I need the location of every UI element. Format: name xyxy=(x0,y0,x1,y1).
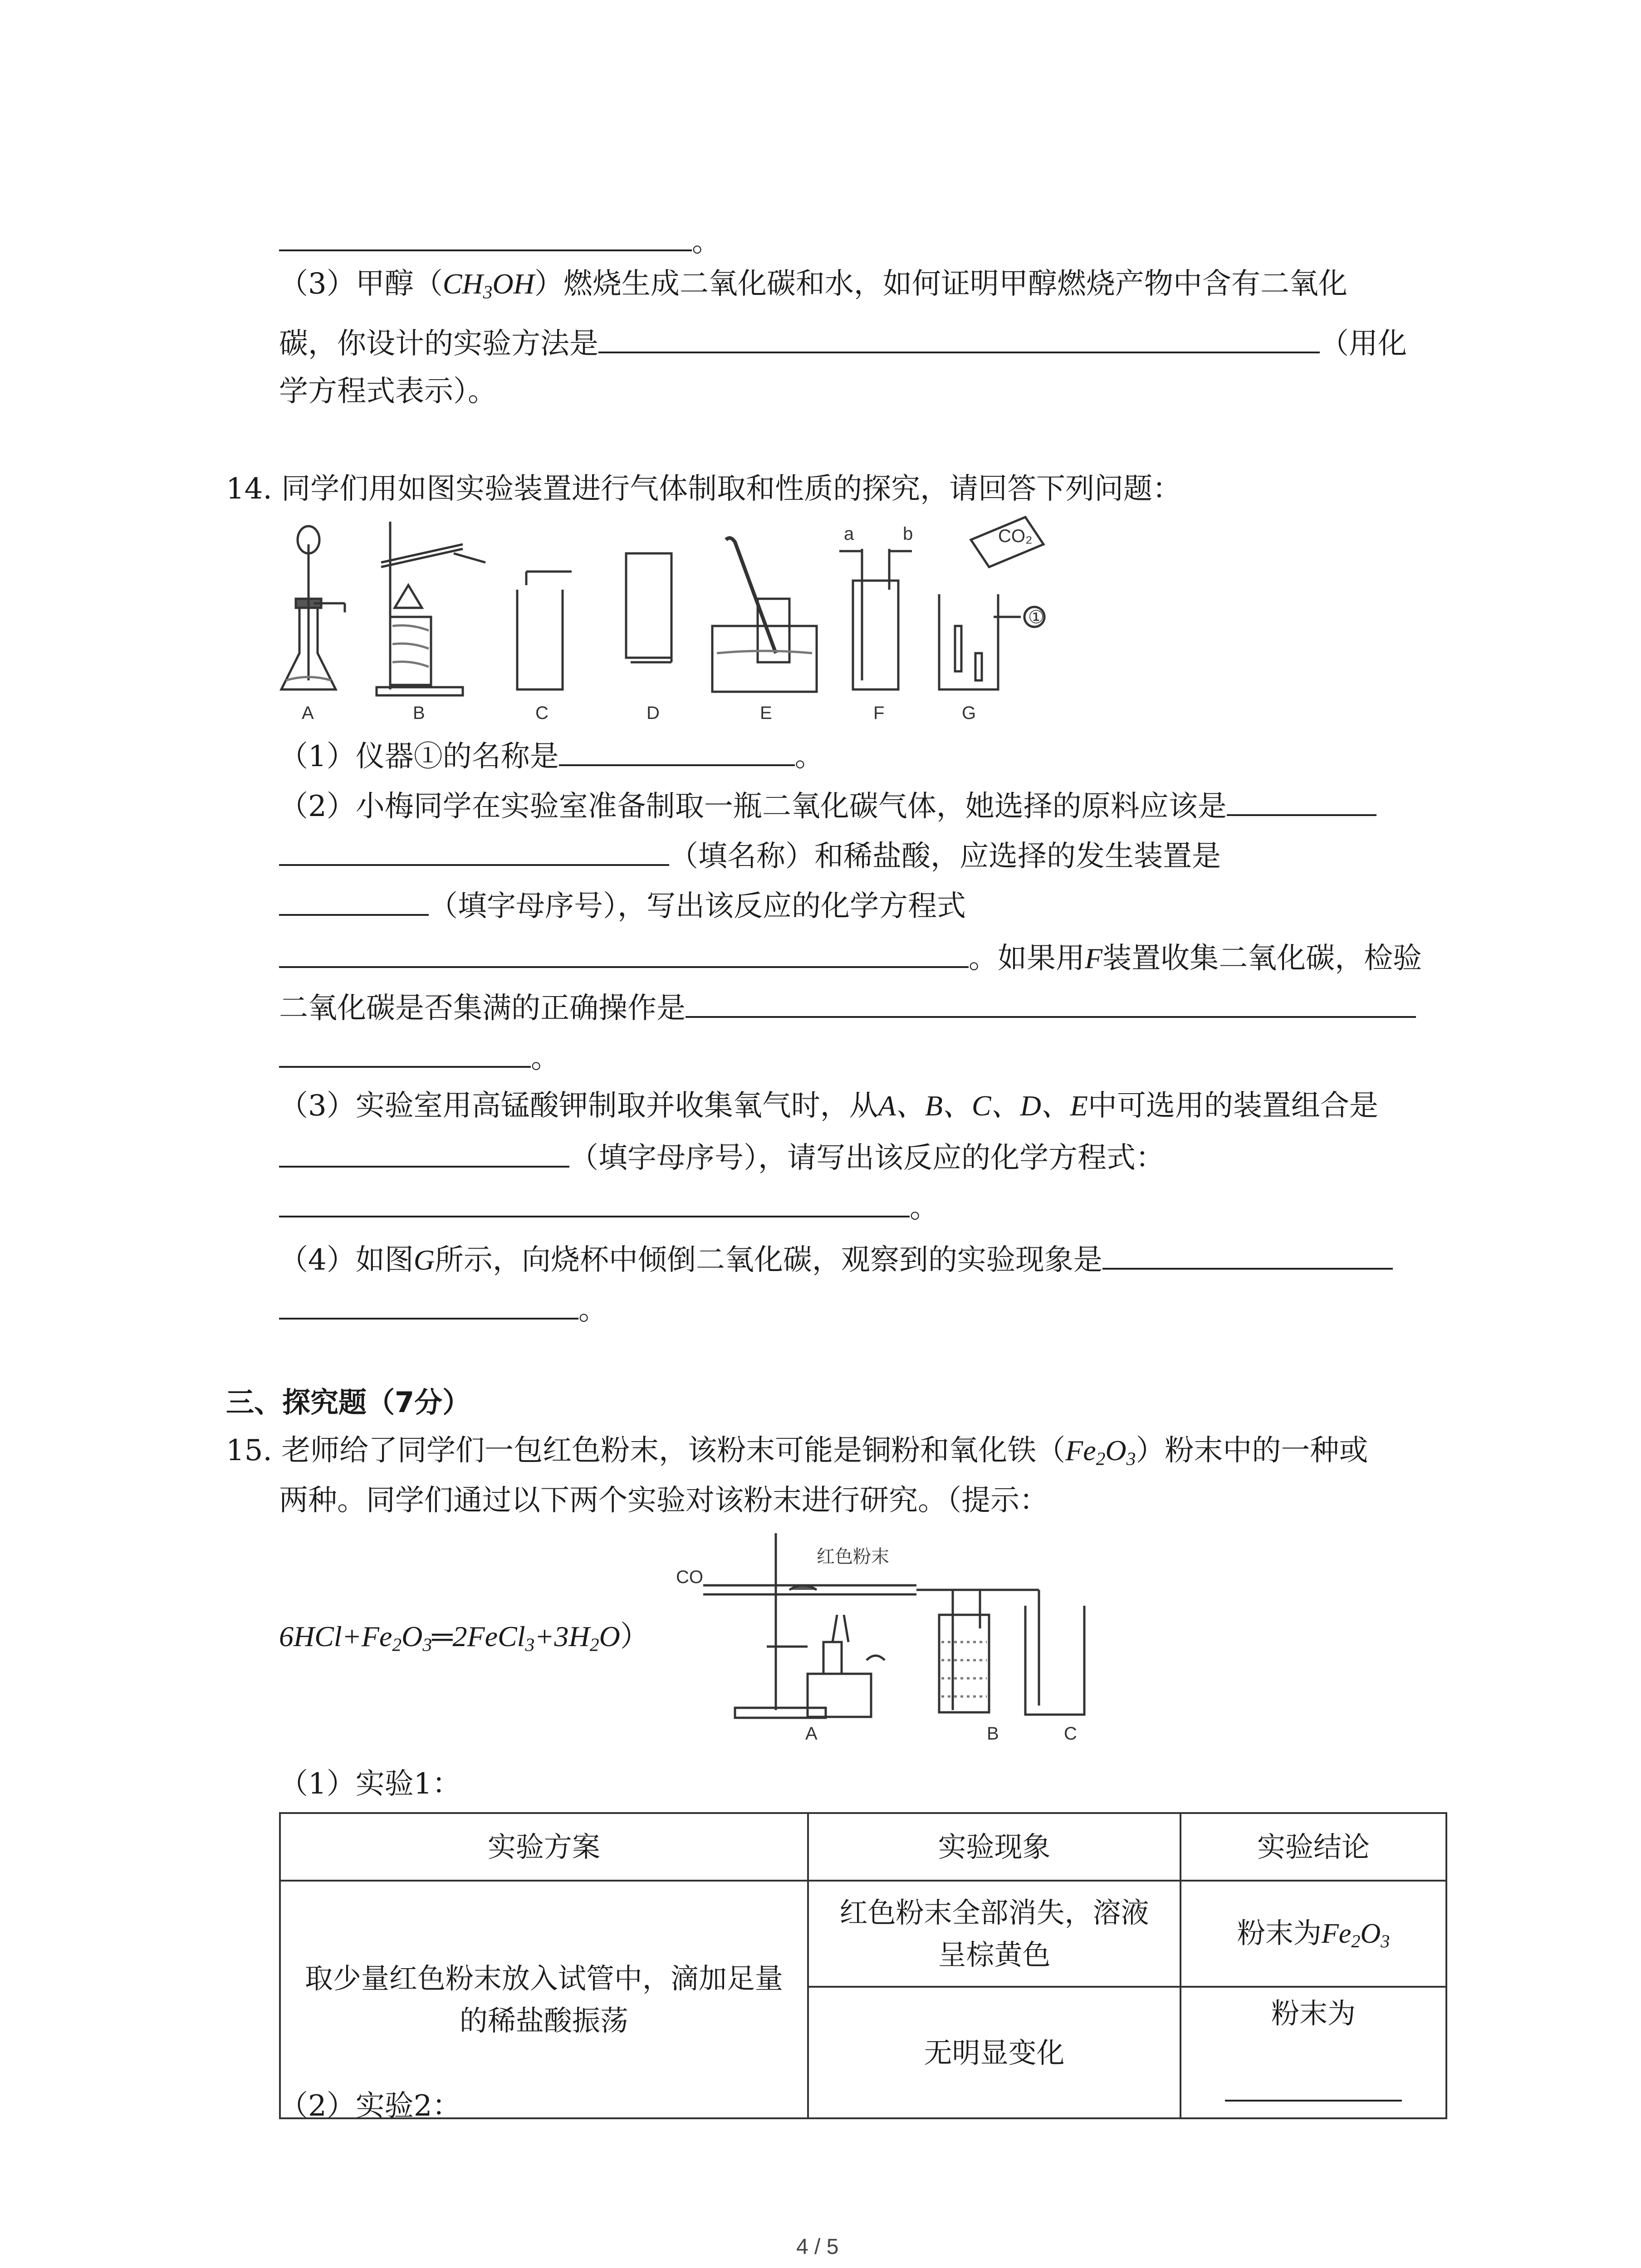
fig-label-A: A xyxy=(805,1724,818,1744)
q13-part3-line2: 碳，你设计的实验方法是 （用化 xyxy=(279,324,1407,362)
fig-label-co: CO xyxy=(676,1567,703,1587)
q14-part2-line5: 二氧化碳是否集满的正确操作是 xyxy=(279,989,1416,1026)
table-cell-observation: 红色粉末全部消失，溶液呈棕黄色 xyxy=(808,1881,1181,1987)
q13-part3-line1: （3）甲醇$(CH_3OH)$燃烧生成二氧化碳和水，如何证明甲醇燃烧产物中含有二氧化 xyxy=(279,267,1347,303)
q15-experiment-table xyxy=(279,1812,1447,2119)
table-cell-conclusion: 粉末为$Fe_2O_3$ xyxy=(1181,1881,1446,1987)
apparatus-f-bottle xyxy=(839,549,912,689)
answer-blank[interactable] xyxy=(1227,787,1376,816)
q14-part3-line1: （3）实验室用高锰酸钾制取并收集氧气时，从A、B、C、D、E中可选用的装置组合是 xyxy=(279,1089,1378,1123)
apparatus-b-heating xyxy=(377,522,485,695)
formula-fe2o3: $Fe_2O_3$ xyxy=(1065,1434,1136,1469)
q15-stem-line1: 15. 老师给了同学们一包红色粉末，该粉末可能是铜粉和氧化铁$(Fe_2O_3)$粉末中的一种或 xyxy=(226,1434,1368,1469)
fig-label-G: G xyxy=(962,703,976,723)
answer-blank[interactable] xyxy=(279,222,692,251)
fig-label-B: B xyxy=(413,703,425,723)
fig-label-circle1: ① xyxy=(1028,607,1044,627)
q14-part3-line2: （填字母序号），请写出该反应的化学方程式： xyxy=(279,1139,1165,1176)
q15-stem-line2: 两种。同学们通过以下两个实验对该粉末进行研究。（提示： xyxy=(279,1484,1048,1517)
answer-blank[interactable] xyxy=(279,1039,531,1068)
fig-label-A: A xyxy=(302,703,314,723)
table-header-row xyxy=(280,1813,1446,1881)
answer-blank[interactable] xyxy=(1102,1241,1393,1270)
answer-blank[interactable] xyxy=(559,737,795,766)
answer-blank[interactable] xyxy=(598,324,1320,353)
q14-stem: 14. 同学们用如图实验装置进行气体制取和性质的探究，请回答下列问题： xyxy=(226,472,1182,506)
fig-label-D: D xyxy=(647,703,660,723)
fig-label-C: C xyxy=(535,703,549,723)
table-cell-conclusion: 粉末为 xyxy=(1181,1987,1446,2118)
formula-ch3oh: $CH_3OH$ xyxy=(442,268,534,303)
fig-label-E: E xyxy=(760,703,772,723)
q14-apparatus-figure xyxy=(272,517,1134,730)
fig-label-co2: CO₂ xyxy=(998,526,1033,546)
q14-part2-line2: （填名称）和稀盐酸，应选择的发生装置是 xyxy=(279,837,1221,874)
apparatus-a-flask xyxy=(281,526,345,689)
answer-blank[interactable] xyxy=(279,837,669,866)
table-cell-observation: 无明显变化 xyxy=(808,1987,1181,2118)
answer-blank[interactable] xyxy=(686,989,1416,1018)
q15-exp1-label: （1）实验1： xyxy=(279,1767,461,1801)
fig-label-C: C xyxy=(1064,1724,1077,1744)
q14-part2-line4: 。如果用F装置收集二氧化碳，检验 xyxy=(279,939,1422,976)
q14-part4-line2: 。 xyxy=(279,1290,607,1328)
fig-label-B: B xyxy=(987,1724,999,1744)
page-number: 4 / 5 xyxy=(796,2235,839,2259)
answer-blank[interactable] xyxy=(279,1290,578,1320)
q15-apparatus-figure xyxy=(662,1524,1143,1744)
table-row xyxy=(280,1881,1446,1987)
table-header-cell: 实验现象 xyxy=(808,1813,1181,1881)
fig-label-powder: 红色粉末 xyxy=(817,1547,889,1567)
q14-part2-line3: （填字母序号），写出该反应的化学方程式 xyxy=(279,887,966,924)
answer-blank[interactable] xyxy=(279,939,969,968)
answer-blank[interactable] xyxy=(279,1139,569,1168)
fig-label-b: b xyxy=(903,524,913,544)
table-header-cell: 实验结论 xyxy=(1181,1813,1446,1881)
table-cell-plan: 取少量红色粉末放入试管中，滴加足量的稀盐酸振荡 xyxy=(280,1881,808,2118)
q15-equation: $6HCl+Fe_2O_3═2FeCl_3+3H_2O$） xyxy=(279,1620,649,1655)
q15-exp2-label: （2）实验2： xyxy=(279,2089,461,2123)
answer-blank[interactable] xyxy=(279,1188,910,1217)
q14-part2-line1: （2）小梅同学在实验室准备制取一瓶二氧化碳气体，她选择的原料应该是 xyxy=(279,787,1376,824)
q14-part3-line3: 。 xyxy=(279,1188,939,1226)
apparatus-e-trough xyxy=(712,538,817,692)
apparatus-d-collector xyxy=(626,553,671,662)
answer-blank[interactable] xyxy=(1225,2098,1402,2102)
q13-answer-line-0: 。 xyxy=(279,222,721,259)
fig-label-a: a xyxy=(844,524,854,544)
answer-blank[interactable] xyxy=(279,887,429,916)
q14-part1: （1）仪器①的名称是 。 xyxy=(279,737,824,774)
q14-part4-line1: （4）如图G所示，向烧杯中倾倒二氧化碳，观察到的实验现象是 xyxy=(279,1241,1393,1278)
fig-label-F: F xyxy=(873,703,885,723)
section-title: 三、探究题（7分） xyxy=(226,1386,471,1419)
q14-part2-line6: 。 xyxy=(279,1039,560,1076)
apparatus-c-collector xyxy=(517,572,572,689)
q13-part3-line3: 学方程式表示）。 xyxy=(279,375,497,408)
table-header-cell: 实验方案 xyxy=(280,1813,808,1881)
